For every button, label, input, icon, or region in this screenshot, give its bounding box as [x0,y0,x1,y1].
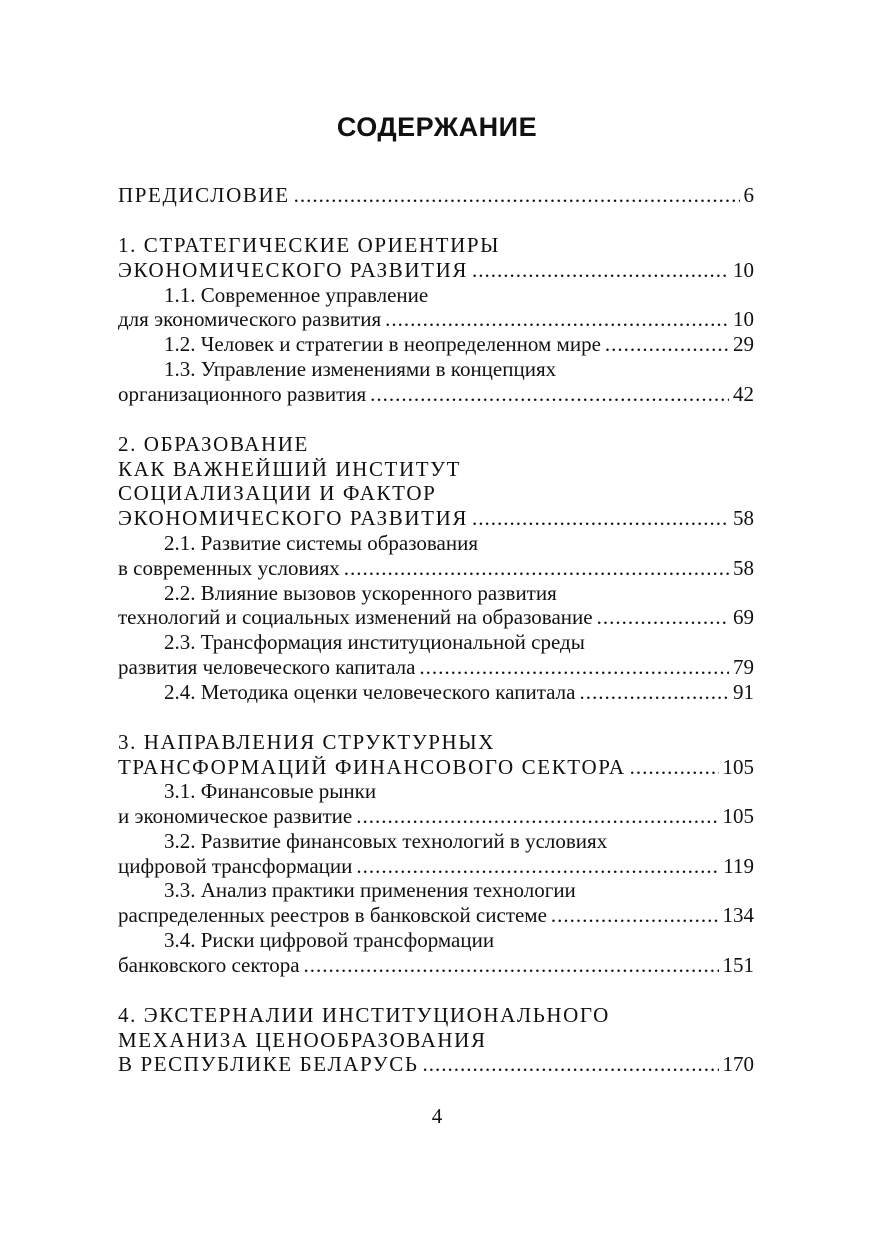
leader-dots [419,655,729,680]
toc-entry-section-1-3 [118,382,754,407]
toc-page-number: 105 [722,754,754,779]
section-2-2-title-line: 2.2. Влияние вызовов ускоренного развития [164,580,557,605]
leader-dots [423,1052,719,1077]
toc-entry-text: В РЕСПУБЛИКЕ БЕЛАРУСЬ [118,1052,419,1077]
toc-entry-text: цифровой трансформации [118,853,353,878]
toc-entry-text: 2.4. Методика оценки человеческого капитала [164,679,576,704]
toc-entry-text: распределенных реестров в банковской системе [118,903,547,928]
toc-entry-text: для экономического развития [118,307,382,332]
chapter-2-title-line: 2. ОБРАЗОВАНИЕ [118,431,309,456]
section-3-4-title-line: 3.4. Риски цифровой трансформации [164,928,495,953]
toc-entry-chapter-3 [118,755,754,780]
toc-entry-text: ЭКОНОМИЧЕСКОГО РАЗВИТИЯ [118,257,468,282]
leader-dots [304,953,719,978]
toc-entry-section-3-3 [118,903,754,928]
toc-page-number: 134 [722,903,754,928]
section-3-2-title-line: 3.2. Развитие финансовых технологий в условиях [164,828,608,853]
chapter-4-title-line: МЕХАНИЗА ЦЕНООБРАЗОВАНИЯ [118,1027,487,1052]
toc-entry-section-3-4 [118,953,754,978]
toc-page-number: 29 [733,332,754,357]
section-1-3-title-line: 1.3. Управление изменениями в концепциях [164,356,557,381]
chapter-4-title-line: 4. ЭКСТЕРНАЛИИ ИНСТИТУЦИОНАЛЬНОГО [118,1002,610,1027]
leader-dots [579,680,729,705]
toc-page-number: 151 [722,952,754,977]
toc-page-number: 170 [722,1052,754,1077]
toc-entry-section-3-2 [118,854,754,879]
table-of-contents [118,183,754,1077]
leader-dots [630,755,719,780]
toc-entry-text: организационного развития [118,381,367,406]
toc-entry-section-2-1 [118,556,754,581]
section-1-1-title-line: 1.1. Современное управление [164,282,429,307]
toc-entry-text: ТРАНСФОРМАЦИЙ ФИНАНСОВОГО СЕКТОРА [118,754,626,779]
toc-entry-text: ЭКОНОМИЧЕСКОГО РАЗВИТИЯ [118,506,468,531]
toc-entry-section-1-2 [118,332,754,357]
toc-entry-chapter-1 [118,258,754,283]
toc-page-number: 69 [733,605,754,630]
chapter-2-title-line: СОЦИАЛИЗАЦИИ И ФАКТОР [118,481,437,506]
toc-page-number: 58 [733,555,754,580]
toc-page-number: 91 [733,679,754,704]
toc-entry-chapter-4 [118,1052,754,1077]
leader-dots [356,804,718,829]
toc-page-number: 105 [722,804,754,829]
toc-entry-text: в современных условиях [118,555,340,580]
leader-dots [356,854,719,879]
toc-entry-text: ПРЕДИСЛОВИЕ [118,183,290,207]
leader-dots [605,332,729,357]
toc-entry-section-1-1 [118,307,754,332]
leader-dots [472,258,729,283]
chapter-1-title-line: 1. СТРАТЕГИЧЕСКИЕ ОРИЕНТИРЫ [118,232,501,257]
toc-entry-section-2-4 [118,680,754,705]
toc-entry-text: и экономическое развитие [118,804,353,829]
toc-page-number: 79 [733,654,754,679]
toc-page-number: 58 [733,506,754,531]
toc-page-number: 42 [733,381,754,406]
toc-entry-section-3-1 [118,804,754,829]
chapter-2-title-line: КАК ВАЖНЕЙШИЙ ИНСТИТУТ [118,456,462,481]
toc-page-number: 119 [723,853,754,878]
section-2-3-title-line: 2.3. Трансформация институциональной среды [164,630,585,655]
leader-dots [370,382,729,407]
toc-entry-text: 1.2. Человек и стратегии в неопределенном мире [164,332,601,357]
toc-entry-text: развития человеческого капитала [118,654,416,679]
toc-entry-preface [118,183,754,208]
page-title: СОДЕРЖАНИЕ [336,112,538,142]
toc-entry-chapter-2 [118,506,754,531]
leader-dots [385,307,729,332]
section-2-1-title-line: 2.1. Развитие системы образования [164,530,478,555]
toc-page-number: 6 [743,183,754,207]
leader-dots [551,903,719,928]
section-3-1-title-line: 3.1. Финансовые рынки [164,779,377,804]
toc-entry-text: технологий и социальных изменений на образование [118,605,593,630]
toc-entry-section-2-2 [118,605,754,630]
leader-dots [294,183,740,208]
toc-page-number: 10 [733,257,754,282]
toc-entry-section-2-3 [118,655,754,680]
leader-dots [472,506,729,531]
leader-dots [597,605,729,630]
chapter-3-title-line: 3. НАПРАВЛЕНИЯ СТРУКТУРНЫХ [118,729,496,754]
toc-page-number: 10 [733,307,754,332]
section-3-3-title-line: 3.3. Анализ практики применения технологии [164,878,576,903]
page-number: 4 [431,1104,443,1128]
leader-dots [344,556,729,581]
toc-entry-text: банковского сектора [118,952,300,977]
